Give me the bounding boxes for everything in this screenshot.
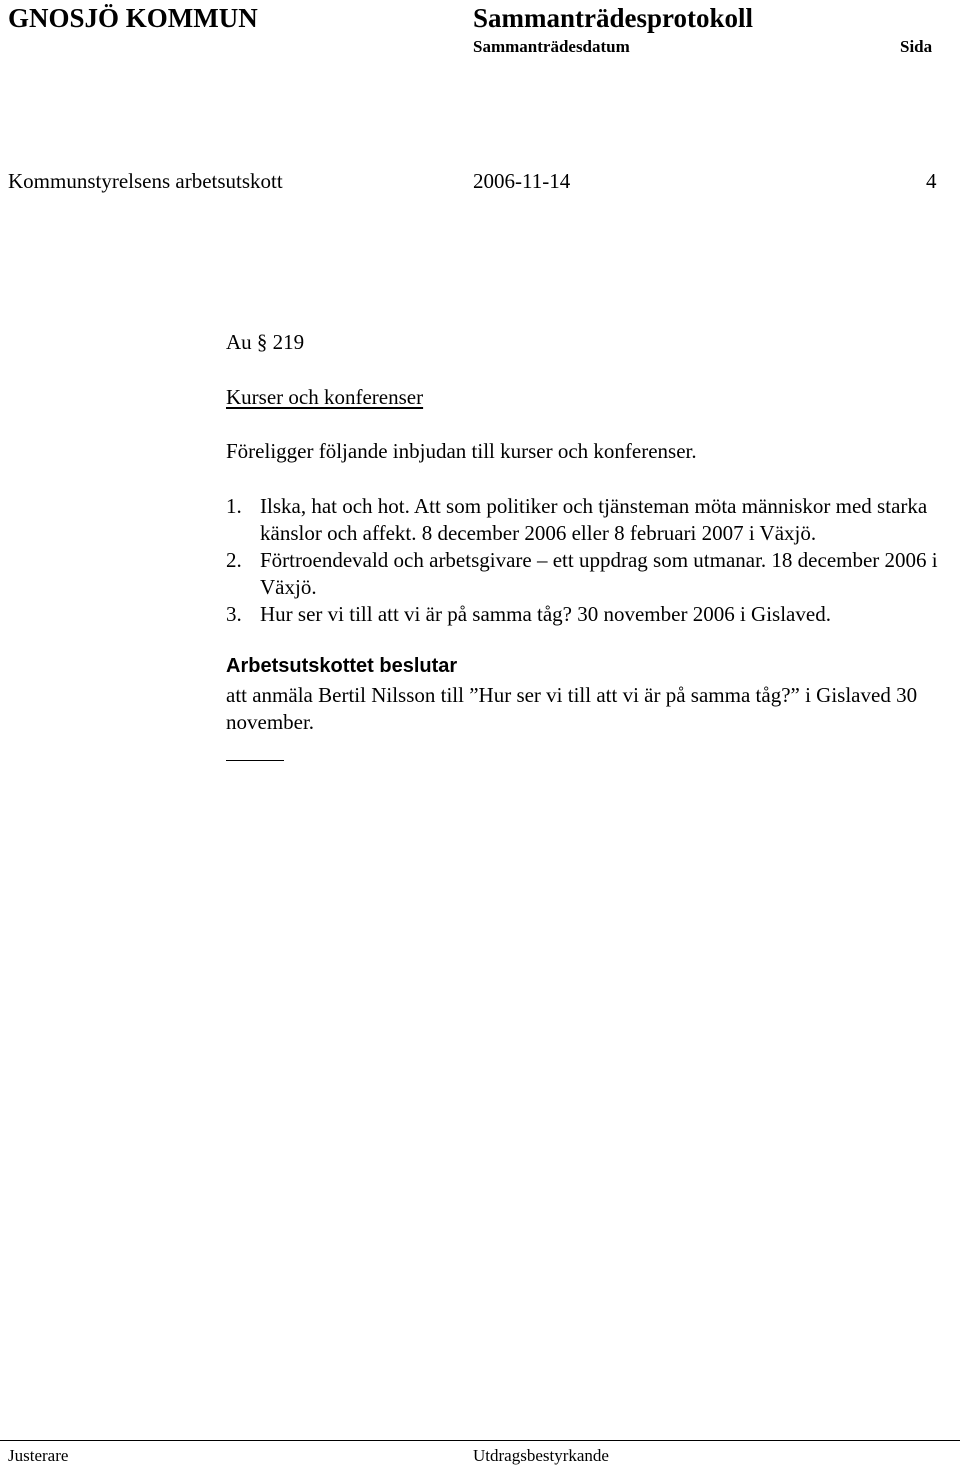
meeting-date: 2006-11-14 [473, 169, 571, 193]
item-intro: Föreligger följande inbjudan till kurser och konferenser. [226, 439, 697, 463]
list-item-number: 2. [226, 548, 242, 572]
footer-rule [0, 1440, 960, 1441]
list-item [226, 493, 946, 547]
footer-utdragsbestyrkande: Utdragsbestyrkande [473, 1446, 609, 1465]
list-item-text: Förtroendevald och arbetsgivare – ett uppdrag som utmanar. 18 december 2006 i Växjö. [260, 548, 938, 599]
footer-justerare: Justerare [8, 1446, 69, 1465]
list-item-text: Ilska, hat och hot. Att som politiker och tjänsteman möta människor med starka känslor och affekt. 8 december 2006 eller 8 februari 2007 i Växjö. [260, 494, 928, 545]
list-item-number: 3. [226, 602, 242, 626]
list-item [226, 601, 946, 628]
paragraph-number: Au § 219 [226, 330, 305, 354]
committee-name: Kommunstyrelsens arbetsutskott [8, 169, 283, 193]
document-type: Sammanträdesprotokoll [473, 3, 754, 33]
course-list [226, 493, 946, 628]
date-label: Sammanträdesdatum [473, 37, 630, 56]
page-number: 4 [926, 169, 937, 193]
decision-text: att anmäla Bertil Nilsson till ”Hur ser vi till att vi är på samma tåg?” i Gislaved 30 november. [226, 683, 918, 734]
end-rule [226, 760, 284, 761]
page-label: Sida [900, 37, 933, 56]
list-item-text: Hur ser vi till att vi är på samma tåg? 30 november 2006 i Gislaved. [260, 602, 831, 626]
organization-name: GNOSJÖ KOMMUN [8, 3, 258, 33]
list-item [226, 547, 946, 601]
decision-heading: Arbetsutskottet beslutar [226, 655, 458, 677]
item-title: Kurser och konferenser [226, 385, 424, 409]
list-item-number: 1. [226, 494, 242, 518]
